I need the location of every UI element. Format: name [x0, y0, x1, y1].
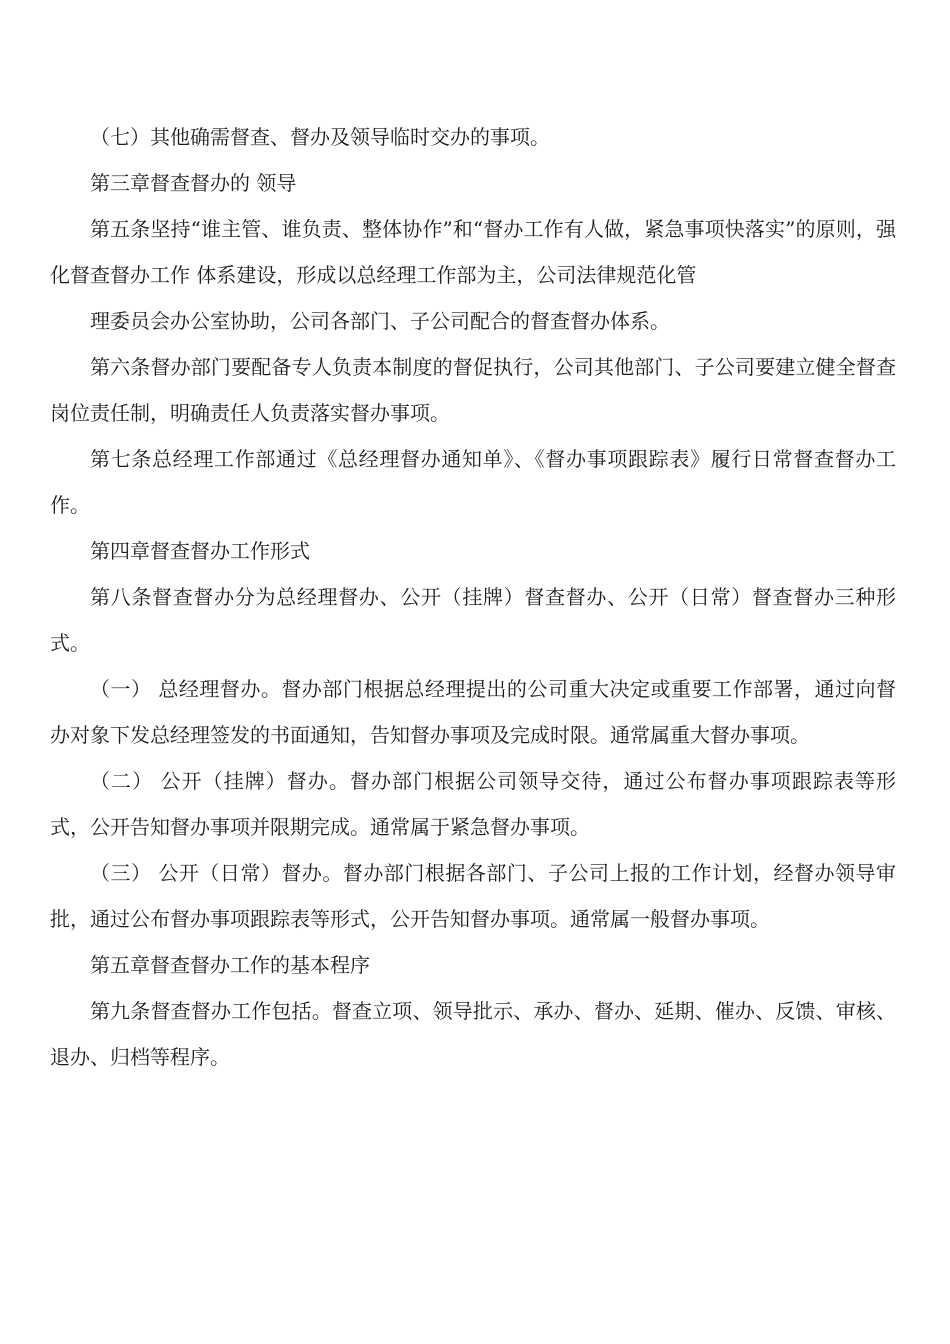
article-five-continued: 理委员会办公室协助，公司各部门、子公司配合的督查督办体系。: [90, 309, 670, 333]
article-five: 第五条坚持“谁主管、谁负责、整体协作”和“督办工作有人做，紧急事项快落实”的原则，强化督查督办工作 体系建设，形成以总经理工作部为主，公司法律规范化管: [50, 217, 896, 287]
item-three-public-daily-supervision: （三） 公开（日常）督办。督办部门根据各部门、子公司上报的工作计划，经督办领导审批，通过公布督办事项跟踪表等形式，公开告知督办事项。通常属一般督办事项。: [50, 861, 896, 931]
item-two-public-listed-supervision: （二） 公开（挂牌）督办。督办部门根据公司领导交待，通过公布督办事项跟踪表等形式，公开告知督办事项并限期完成。通常属于紧急督办事项。: [50, 769, 896, 839]
item-one-general-manager-supervision: （一） 总经理督办。督办部门根据总经理提出的公司重大决定或重要工作部署，通过向督办对象下发总经理签发的书面通知，告知督办事项及完成时限。通常属重大督办事项。: [50, 677, 896, 747]
chapter-heading-four: 第四章督查督办工作形式: [90, 539, 310, 563]
article-eight: 第八条督查督办分为总经理督办、公开（挂牌）督查督办、公开（日常）督查督办三种形式。: [50, 585, 896, 655]
paragraph-item-seven: （七）其他确需督查、督办及领导临时交办的事项。: [90, 125, 550, 149]
document-body: [50, 114, 896, 1080]
chapter-heading-three: 第三章督查督办的 领导: [90, 171, 297, 195]
chapter-heading-five: 第五章督查督办工作的基本程序: [90, 953, 370, 977]
article-nine: 第九条督查督办工作包括。督查立项、领导批示、承办、督办、延期、催办、反馈、审核、退办、归档等程序。: [50, 999, 896, 1069]
article-seven: 第七条总经理工作部通过《总经理督办通知单》、《督办事项跟踪表》履行日常督查督办工作。: [50, 447, 896, 517]
article-six: 第六条督办部门要配备专人负责本制度的督促执行，公司其他部门、子公司要建立健全督查岗位责任制，明确责任人负责落实督办事项。: [50, 355, 896, 425]
